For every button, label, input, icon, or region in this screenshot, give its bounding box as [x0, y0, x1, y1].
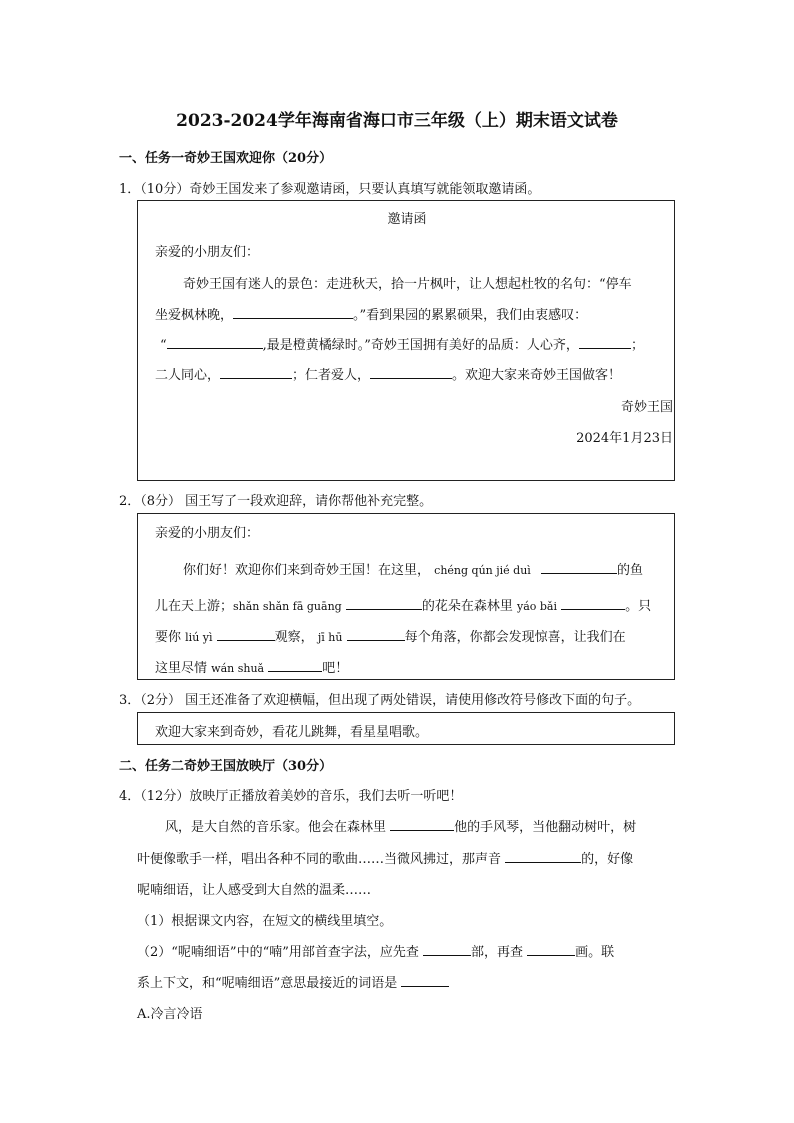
invitation-line-3 [160, 334, 644, 353]
answer-blank[interactable] [561, 596, 625, 610]
q4-passage-line-3: 呢喃细语，让人感受到大自然的温柔…… [137, 883, 372, 898]
invitation-box [137, 200, 675, 481]
passage-text: 的，好像 [581, 852, 634, 867]
pinyin-prompt: chéng qún jié duì [434, 564, 531, 577]
answer-blank[interactable] [505, 849, 581, 863]
answer-blank[interactable] [347, 627, 405, 641]
answer-blank[interactable] [217, 627, 275, 641]
welcome-text: 。只 [625, 599, 652, 614]
invitation-text: 二人同心， [155, 368, 221, 383]
invitation-text: ； [630, 338, 644, 353]
answer-blank[interactable] [541, 560, 617, 574]
invitation-text: ；仁者爱人， [292, 368, 371, 383]
invitation-signature: 奇妙王国 [620, 400, 673, 415]
invitation-text: 。”看到果园的累累硕果，我们由衷感叹： [353, 308, 588, 323]
invitation-text: “ [160, 338, 167, 353]
section-1-heading: 一、任务一奇妙王国欢迎你（20分） [119, 151, 333, 166]
invitation-line-4 [155, 364, 621, 383]
pinyin-prompt: jī hū [317, 631, 343, 644]
answer-blank[interactable] [423, 942, 471, 956]
q1-stem: 1．（10分）奇妙王国发来了参观邀请函，只要认真填写就能领取邀请函。 [119, 182, 541, 197]
welcome-text: 每个角落，你都会发现惊喜，让我们在 [404, 630, 626, 645]
invitation-line-1: 奇妙王国有迷人的景色：走进秋天，拾一片枫叶，让人想起杜牧的名句：“停车 [183, 277, 632, 292]
q2-stem: 2．（8分） 国王写了一段欢迎辞，请你帮他补充完整。 [119, 494, 433, 509]
answer-blank[interactable] [390, 817, 454, 831]
answer-blank[interactable] [268, 658, 322, 672]
invitation-title: 邀请函 [387, 212, 427, 227]
welcome-greeting: 亲爱的小朋友们： [155, 526, 260, 541]
answer-blank[interactable] [401, 973, 449, 987]
answer-blank[interactable] [527, 942, 575, 956]
banner-sentence: 欢迎大家来到奇妙，看花儿跳舞，看星星唱歌。 [155, 725, 429, 740]
q4-sub-1: （1）根据课文内容，在短文的横线里填空。 [137, 914, 393, 929]
invitation-text: 。欢迎大家来奇妙王国做客！ [452, 368, 622, 383]
pinyin-prompt: shǎn shǎn fā guāng [233, 600, 342, 613]
pinyin-prompt: wán shuǎ [211, 662, 265, 675]
welcome-text: 的鱼 [616, 563, 643, 578]
q4-option-a[interactable]: A.冷言冷语 [137, 1007, 203, 1022]
page-title: 2023-2024学年海南省海口市三年级（上）期末语文试卷 [176, 111, 618, 131]
welcome-text: 儿在天上游； [155, 599, 234, 614]
passage-text: 他的手风琴，当他翻动树叶，树 [454, 820, 637, 835]
q4-sub-2 [137, 941, 614, 960]
welcome-line-3 [155, 626, 626, 645]
invitation-greeting: 亲爱的小朋友们： [155, 245, 260, 260]
invitation-line-2 [155, 304, 587, 323]
welcome-text: 的花朵在森林里 [421, 599, 513, 614]
answer-blank[interactable] [167, 335, 263, 349]
answer-blank[interactable] [579, 335, 631, 349]
welcome-text: 观察， [274, 630, 314, 645]
q3-stem: 3．（2分） 国王还准备了欢迎横幅，但出现了两处错误，请使用修改符号修改下面的句子。 [119, 693, 641, 708]
q4-passage-line-2 [137, 848, 633, 867]
invitation-date: 2024年1月23日 [576, 431, 673, 446]
welcome-speech-box [137, 513, 675, 680]
welcome-text: 这里尽情 [155, 661, 208, 676]
pinyin-prompt: yáo bǎi [517, 600, 558, 613]
answer-blank[interactable] [370, 365, 452, 379]
q4-stem: 4．（12分）放映厅正播放着美妙的音乐，我们去听一听吧！ [119, 789, 463, 804]
question-text: 画。联 [575, 945, 615, 960]
welcome-text: 要你 [155, 630, 182, 645]
passage-text: 叶便像歌手一样，唱出各种不同的歌曲……当微风拂过，那声音 [137, 852, 502, 867]
question-text: 部，再查 [471, 945, 524, 960]
section-2-heading: 二、任务二奇妙王国放映厅（30分） [119, 759, 333, 774]
q4-passage-line-1 [165, 816, 636, 835]
answer-blank[interactable] [346, 596, 422, 610]
question-text: 系上下文，和“呢喃细语”意思最接近的词语是 [137, 976, 398, 991]
welcome-line-1 [183, 559, 643, 578]
welcome-text: 吧！ [322, 661, 349, 676]
q4-sub-2-continued [137, 972, 449, 991]
welcome-line-4 [155, 657, 348, 676]
question-text: （2）“呢喃细语”中的“喃”用部首查字法，应先查 [137, 945, 419, 960]
pinyin-prompt: liú yì [185, 631, 213, 644]
invitation-text: ,最是橙黄橘绿时。”奇妙王国拥有美好的品质：人心齐， [262, 338, 579, 353]
banner-sentence-box [137, 712, 675, 745]
invitation-text: 坐爱枫林晚， [155, 308, 234, 323]
passage-text: 风，是大自然的音乐家。他会在森林里 [165, 820, 387, 835]
welcome-text: 你们好！欢迎你们来到奇妙王国！在这里， [183, 563, 431, 578]
answer-blank[interactable] [233, 305, 353, 319]
answer-blank[interactable] [220, 365, 292, 379]
welcome-line-2 [155, 595, 651, 614]
